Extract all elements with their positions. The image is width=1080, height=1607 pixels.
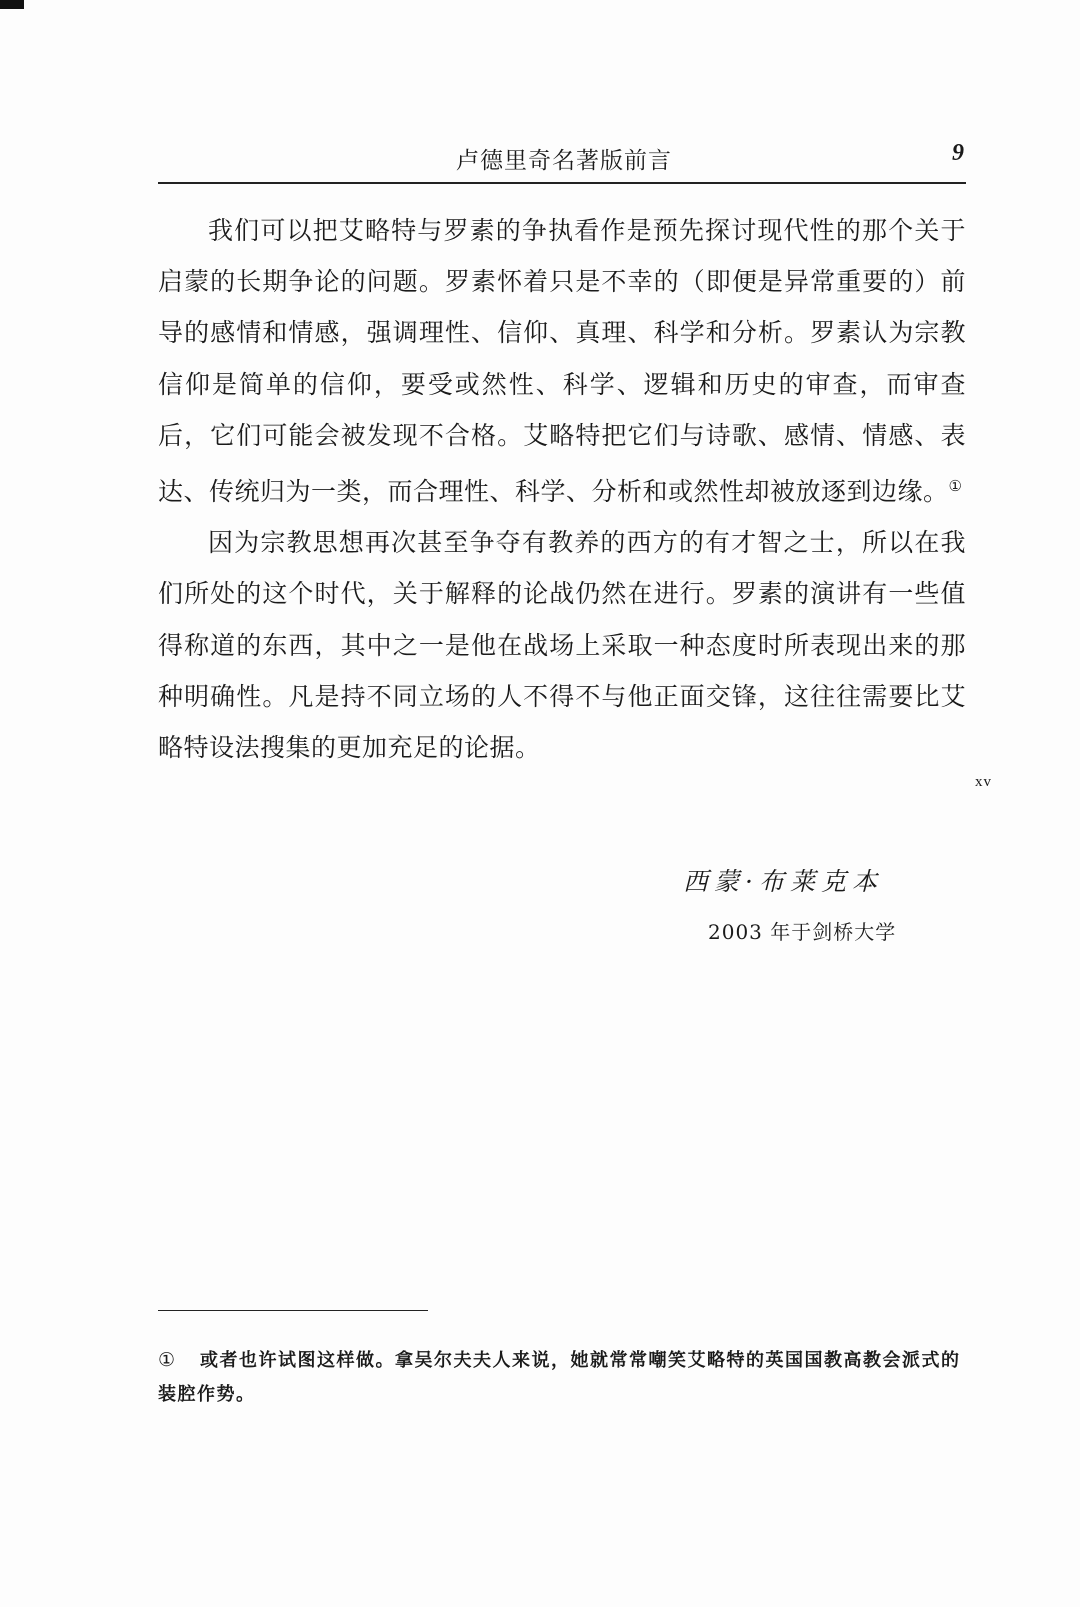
footnote-reference[interactable]: ① [948, 477, 963, 496]
body-text [158, 205, 966, 773]
footnote-divider [158, 1310, 428, 1311]
paragraph-1-text: 我们可以把艾略特与罗素的争执看作是预先探讨现代性的那个关于启蒙的长期争论的问题。罗素怀着只是不幸的（即便是异常重要的）前导的感情和情感，强调理性、信仰、真理、科学和分析。罗素认为宗教信仰是简单的信仰，要受或然性、科学、逻辑和历史的审查，而审查后，它们可能会被发现不合格。艾略特把它们与诗歌、感情、情感、表达、传统归为一类，而合理性、科学、分析和或然性却被放逐到边缘。 [158, 216, 966, 507]
footnote-marker: ① [158, 1349, 177, 1371]
running-title: 卢德里奇名著版前言 [456, 148, 672, 174]
page-header [158, 138, 966, 184]
page-number: 9 [952, 140, 964, 166]
paragraph-2 [158, 517, 966, 773]
scan-corner-mark [0, 0, 24, 9]
signature-date: 2003 年于剑桥大学 [708, 920, 897, 944]
footnote-text: 或者也许试图这样做。拿吴尔夫夫人来说，她就常常嘲笑艾略特的英国国教高教会派式的装腔作势。 [158, 1350, 961, 1405]
footnote [158, 1343, 966, 1412]
signature-name: 西蒙·布莱克本 [683, 867, 883, 896]
paragraph-2-text: 因为宗教思想再次甚至争夺有教养的西方的有才智之士，所以在我们所处的这个时代，关于解释的论战仍然在进行。罗素的演讲有一些值得称道的东西，其中之一是他在战场上采取一种态度时所表现出来的那种明确性。凡是持不同立场的人不得不与他正面交锋，这往往需要比艾略特设法搜集的更加充足的论据。 [158, 528, 966, 763]
original-page-marker: xv [975, 774, 992, 790]
paragraph-1 [158, 205, 966, 517]
